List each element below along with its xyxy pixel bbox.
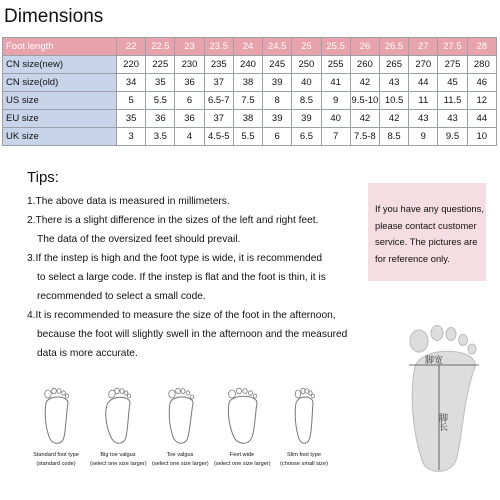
foot-outline-icon	[160, 385, 200, 445]
tip-line: The data of the oversized feet should prevail.	[37, 234, 241, 245]
foot-type-name: Toe valgus	[166, 452, 194, 458]
size-cell: 45	[438, 74, 467, 92]
size-cell: 36	[146, 110, 175, 128]
size-cell: 38	[233, 110, 262, 128]
size-cell: 24.5	[263, 38, 292, 56]
foot-outline-icon	[284, 385, 324, 445]
foot-type-bunion	[90, 385, 146, 468]
size-cell: 6.5-7	[204, 92, 233, 110]
size-cell: 9.5	[438, 128, 467, 146]
size-cell: 11	[409, 92, 438, 110]
table-row	[3, 128, 497, 146]
size-cell: 36	[175, 74, 204, 92]
size-cell: 41	[321, 74, 350, 92]
size-cell: 9	[321, 92, 350, 110]
size-cell: 42	[350, 74, 379, 92]
size-cell: 36	[175, 110, 204, 128]
foot-type-name: Standard foot type	[33, 452, 79, 458]
notice-line: please contact customer	[375, 219, 477, 231]
table-row	[3, 74, 497, 92]
row-label: EU size	[3, 110, 117, 128]
foot-measurement-diagram	[395, 305, 495, 475]
size-table	[2, 37, 497, 146]
row-label: US size	[3, 92, 117, 110]
size-cell: 260	[350, 56, 379, 74]
foot-type-hint: (select one size larger)	[214, 461, 271, 467]
tips-heading: Tips:	[27, 169, 59, 186]
notice-box	[368, 183, 486, 281]
size-cell: 12	[467, 92, 496, 110]
tip-line: data is more accurate.	[37, 348, 138, 359]
row-label: Foot length	[3, 38, 117, 56]
size-cell: 25	[292, 38, 321, 56]
row-label: CN size(old)	[3, 74, 117, 92]
size-cell: 38	[233, 74, 262, 92]
table-header-row	[3, 38, 497, 56]
size-cell: 8.5	[379, 128, 408, 146]
size-cell: 4	[175, 128, 204, 146]
size-cell: 24	[233, 38, 262, 56]
size-cell: 7.5-8	[350, 128, 379, 146]
tip-line: 1.The above data is measured in millimeters.	[27, 196, 230, 207]
size-cell: 35	[146, 74, 175, 92]
size-cell: 8	[263, 92, 292, 110]
size-cell: 22.5	[146, 38, 175, 56]
row-label: CN size(new)	[3, 56, 117, 74]
foot-type-wide	[214, 385, 270, 468]
size-cell: 10.5	[379, 92, 408, 110]
size-cell: 35	[117, 110, 146, 128]
size-cell: 255	[321, 56, 350, 74]
tip-line: 2.There is a slight difference in the sizes of the left and right feet.	[27, 215, 319, 226]
size-cell: 28	[467, 38, 496, 56]
size-cell: 5	[117, 92, 146, 110]
size-cell: 9.5-10	[350, 92, 379, 110]
width-label: 脚宽	[425, 356, 444, 366]
size-cell: 5.5	[233, 128, 262, 146]
length-label: 脚长	[437, 413, 447, 431]
size-cell: 46	[467, 74, 496, 92]
tip-line: 3.If the instep is high and the foot type is wide, it is recommended	[27, 253, 323, 264]
size-cell: 23.5	[204, 38, 233, 56]
size-cell: 27	[409, 38, 438, 56]
size-cell: 37	[204, 110, 233, 128]
size-cell: 39	[292, 110, 321, 128]
foot-type-slim	[276, 385, 332, 468]
size-cell: 270	[409, 56, 438, 74]
row-label: UK size	[3, 128, 117, 146]
foot-type-hint: (select one size larger)	[90, 461, 147, 467]
size-cell: 250	[292, 56, 321, 74]
size-cell: 39	[263, 110, 292, 128]
size-cell: 7.5	[233, 92, 262, 110]
size-cell: 11.5	[438, 92, 467, 110]
size-cell: 10	[467, 128, 496, 146]
foot-type-name: Slim foot type	[287, 452, 321, 458]
foot-types-row	[28, 385, 373, 465]
table-row	[3, 56, 497, 74]
page-title: Dimensions	[4, 6, 104, 27]
foot-type-name: Big toe valgus	[100, 452, 136, 458]
size-cell: 220	[117, 56, 146, 74]
size-cell: 225	[146, 56, 175, 74]
size-cell: 245	[263, 56, 292, 74]
size-cell: 6.5	[292, 128, 321, 146]
size-cell: 27.5	[438, 38, 467, 56]
size-cell: 235	[204, 56, 233, 74]
measured-foot-icon	[410, 326, 476, 472]
table-row	[3, 110, 497, 128]
size-cell: 275	[438, 56, 467, 74]
size-cell: 9	[409, 128, 438, 146]
foot-type-hint: (select one size larger)	[152, 461, 209, 467]
size-cell: 280	[467, 56, 496, 74]
foot-type-toe-valgus	[152, 385, 208, 468]
foot-outline-icon	[222, 385, 262, 445]
notice-line: service. The pictures are	[375, 236, 478, 247]
tip-line: 4.It is recommended to measure the size of the foot in the afternoon,	[27, 310, 336, 321]
size-cell: 25.5	[321, 38, 350, 56]
size-cell: 26.5	[379, 38, 408, 56]
size-cell: 26	[350, 38, 379, 56]
size-cell: 8.5	[292, 92, 321, 110]
size-cell: 7	[321, 128, 350, 146]
size-cell: 5.5	[146, 92, 175, 110]
size-cell: 39	[263, 74, 292, 92]
foot-type-standard	[28, 385, 84, 468]
size-cell: 37	[204, 74, 233, 92]
size-cell: 34	[117, 74, 146, 92]
size-cell: 6	[175, 92, 204, 110]
size-cell: 43	[379, 74, 408, 92]
size-cell: 44	[409, 74, 438, 92]
size-cell: 43	[438, 110, 467, 128]
size-cell: 4.5-5	[204, 128, 233, 146]
size-cell: 230	[175, 56, 204, 74]
tips-list	[27, 192, 372, 363]
size-cell: 40	[292, 74, 321, 92]
size-cell: 42	[379, 110, 408, 128]
size-cell: 6	[263, 128, 292, 146]
foot-type-hint: (standard code)	[36, 461, 76, 467]
size-cell: 3.5	[146, 128, 175, 146]
tip-line: recommended to select a small code.	[37, 291, 206, 302]
tip-line: to select a large code. If the instep is flat and the foot is thin, it is	[37, 272, 326, 283]
foot-outline-icon	[98, 385, 138, 445]
notice-line: If you have any questions,	[375, 203, 484, 214]
size-cell: 40	[321, 110, 350, 128]
size-cell: 22	[117, 38, 146, 56]
notice-line: for reference only.	[375, 252, 450, 264]
foot-outline-icon	[36, 385, 76, 445]
table-row	[3, 92, 497, 110]
foot-type-name: Feet wide	[229, 452, 255, 458]
tip-line: because the foot will slightly swell in the afternoon and the measured	[37, 329, 348, 340]
size-cell: 43	[409, 110, 438, 128]
size-cell: 23	[175, 38, 204, 56]
foot-type-hint: (choose small size)	[280, 461, 328, 467]
size-cell: 265	[379, 56, 408, 74]
size-cell: 44	[467, 110, 496, 128]
size-cell: 42	[350, 110, 379, 128]
size-cell: 240	[233, 56, 262, 74]
size-cell: 3	[117, 128, 146, 146]
